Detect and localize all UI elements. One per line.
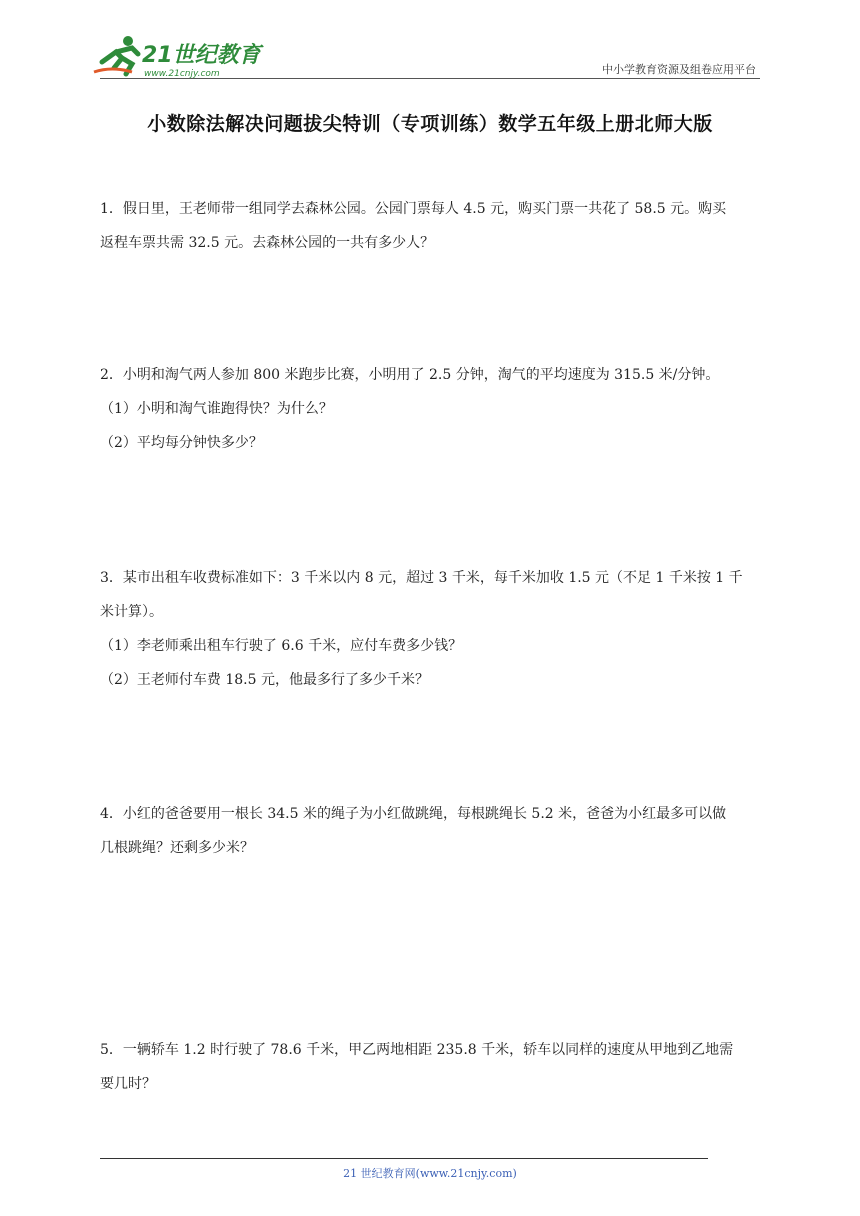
question-line: 米计算）。 [100,604,163,620]
question-2 [100,358,762,460]
footer-divider [100,1158,708,1159]
question-5 [100,1033,762,1101]
question-line: 4．小红的爸爸要用一根长 34.5 米的绳子为小红做跳绳，每根跳绳长 5.2 米，爸爸为小红最多可以做 [100,806,727,822]
question-line: 2．小明和淘气两人参加 800 米跑步比赛，小明用了 2.5 分钟，淘气的平均速度为 315.5 米/分钟。 [100,367,720,383]
question-line: 返程车票共需 32.5 元。去森林公园的一共有多少人？ [100,235,435,251]
question-line: 要几时？ [100,1076,156,1092]
question-line: （2）王老师付车费 18.5 元，他最多行了多少千米？ [100,672,429,688]
question-line: 几根跳绳？还剩多少米？ [100,840,254,856]
question-line: （2）平均每分钟快多少？ [100,435,263,451]
logo-url: www.21cnjy.com [144,69,220,79]
logo-text: 21世纪教育 [142,43,261,68]
page-title: 小数除法解决问题拔尖特训（专项训练）数学五年级上册北师大版 [147,113,713,135]
question-1 [100,192,762,260]
question-line: 3．某市出租车收费标准如下：3 千米以内 8 元，超过 3 千米，每千米加收 1.5 元（不足 1 千米按 1 千 [100,570,743,586]
question-line: （1）小明和淘气谁跑得快？为什么？ [100,401,333,417]
question-line: （1）李老师乘出租车行驶了 6.6 千米，应付车费多少钱？ [100,638,463,654]
question-4 [100,797,762,865]
question-line: 1．假日里，王老师带一组同学去森林公园。公园门票每人 4.5 元，购买门票一共花了 58.5 元。购买 [100,201,727,217]
runner-icon [94,36,138,74]
header-divider [100,78,760,79]
header-tagline: 中小学教育资源及组卷应用平台 [602,63,756,76]
question-line: 5．一辆轿车 1.2 时行驶了 78.6 千米，甲乙两地相距 235.8 千米，轿车以同样的速度从甲地到乙地需 [100,1042,734,1058]
footer-link[interactable]: 21 世纪教育网(www.21cnjy.com) [343,1167,517,1180]
question-3 [100,561,762,697]
site-logo[interactable] [92,32,267,80]
